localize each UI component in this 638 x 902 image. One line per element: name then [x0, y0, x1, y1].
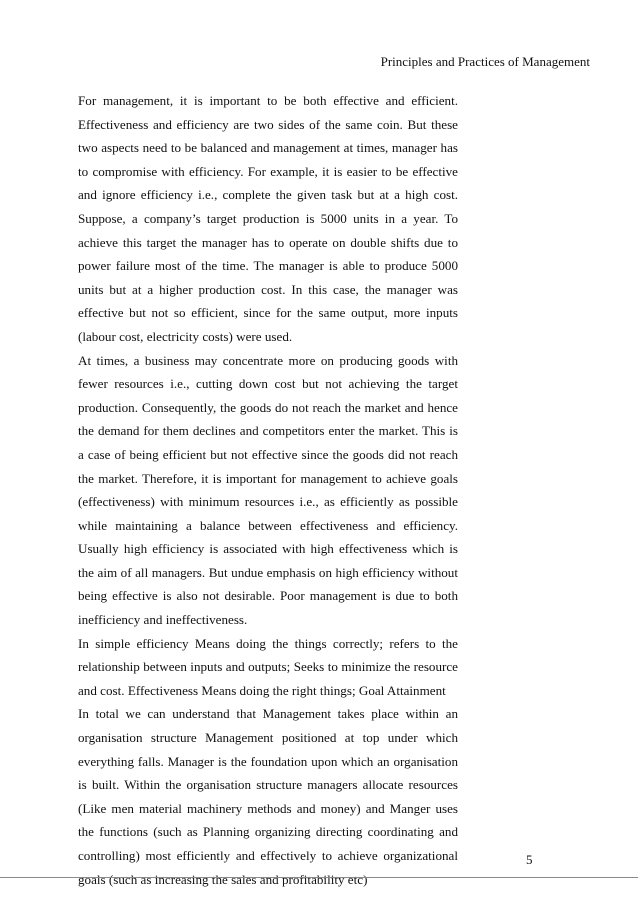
paragraph-efficient-not-effective: At times, a business may concentrate more on producing goods with fewer resources i.e., cutting down cost but not achieving the target production. Consequently, the goods do not reach the market and hence the demand for them declines and competitors enter the market. This is a case of being efficient but not effective since the goods did not reach the market. Therefore, it is important for management to achieve goals (effectiveness) with minimum resources i.e., as efficiently as possible while maintaining a balance between effectiveness and efficiency. Usually high efficiency is associated with high effectiveness which is the aim of all managers. But undue emphasis on high efficiency without being effective is also not desirable. Poor management is due to both inefficiency and ineffectiveness. — [78, 352, 458, 628]
running-header: Principles and Practices of Management — [380, 54, 590, 69]
paragraph-effectiveness-efficiency: For management, it is important to be both effective and efficient. Effectiveness and efficiency are two sides of the same coin. But these two aspects need to be balanced and management at times, manager has to compromise with efficiency. For example, it is easier to be effective and ignore efficiency i.e., complete the given task but at a high cost. Suppose, a company’s target production is 5000 units in a year. To achieve this target the manager has to operate on double shifts due to power failure most of the time. The manager is able to produce 5000 units but at a higher production cost. In this case, the manager was effective but not so efficient, since for the same output, more inputs (labour cost, electricity costs) were used. — [78, 93, 458, 344]
paragraph-definitions: In simple efficiency Means doing the things correctly; refers to the relationship between inputs and outputs; Seeks to minimize the resource and cost. Effectiveness Means doing the right things; Goal Attainment — [78, 635, 458, 698]
body-text — [78, 89, 458, 891]
footer-divider — [0, 877, 638, 878]
paragraph-summary: In total we can understand that Management takes place within an organisation structure Management positioned at top under which everything falls. Manager is the foundation upon which an organisation is built. Within the organisation structure managers allocate resources (Like men material machinery methods and money) and Manger uses the functions (such as Planning organizing directing coordinating and controlling) most efficiently and effectively to achieve organizational goals (such as increasing the sales and profitability etc) — [78, 706, 458, 887]
page-number: 5 — [526, 852, 533, 867]
